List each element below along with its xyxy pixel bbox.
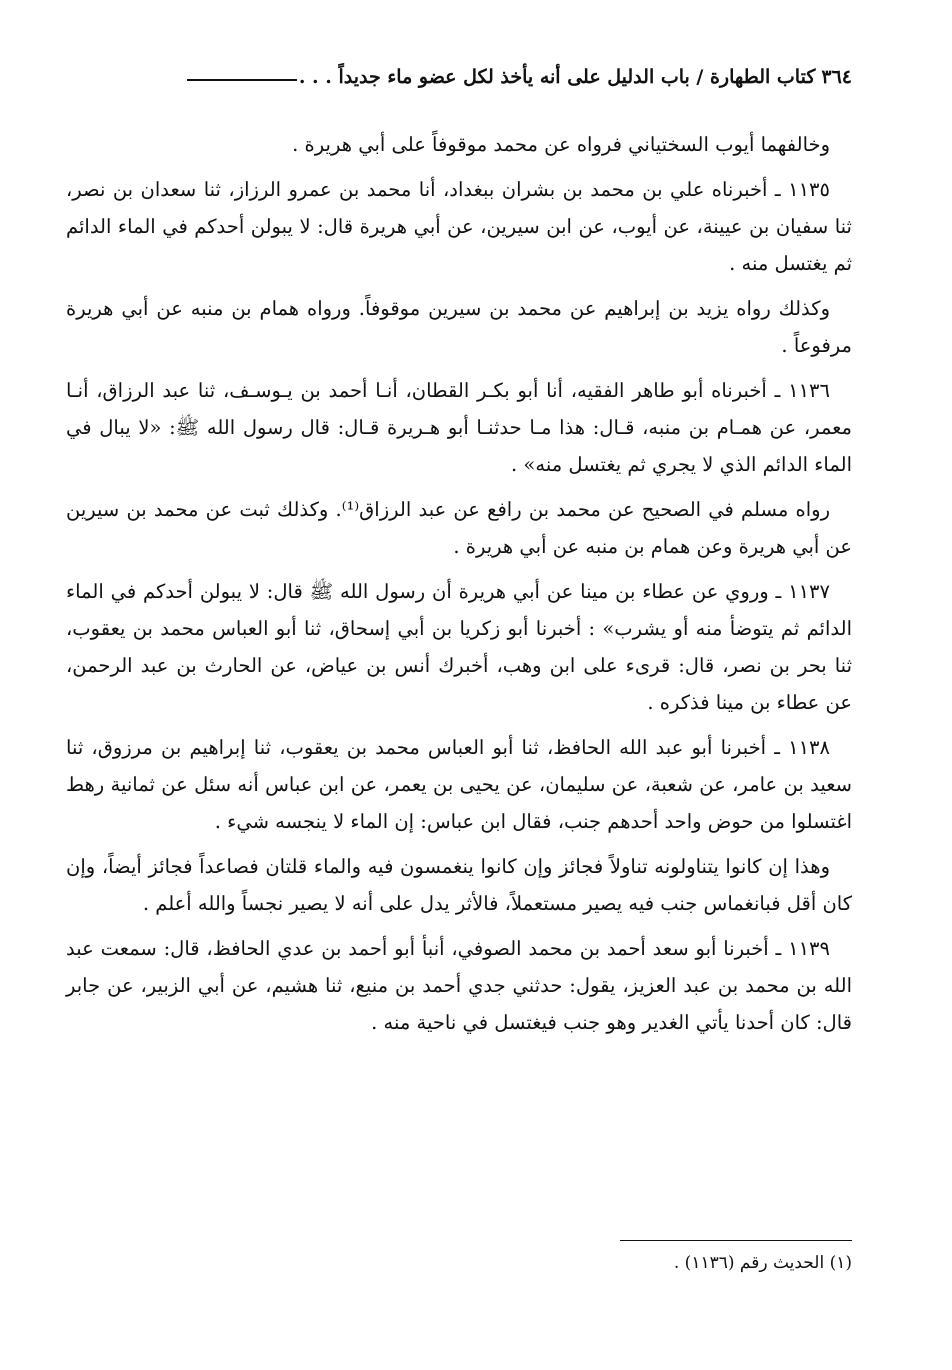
paragraph-text: ١١٣٧ ـ وروي عن عطاء بن مينا عن أبي هريرة أن رسول الله ﷺ قال: لا يبولن أحدكم في الماء الدائم ثم يتوضأ منه أو يشرب» : أخبرنا أبو زكريا بن أبي إسحاق، ثنا أبو العباس محمد بن يعقوب، ثنا بحر بن نصر، قال: قرىء على ابن وهب، أخبرك أنس بن عياض، عن الحارث بن عبد الرحمن، عن عطاء بن مينا فذكره . — [66, 580, 852, 714]
paragraph — [66, 290, 852, 364]
paragraph-text: وخالفهما أيوب السختياني فرواه عن محمد موقوفاً على أبي هريرة . — [292, 133, 830, 156]
paragraph — [66, 491, 852, 565]
paragraph-text: ١١٣٥ ـ أخبرناه علي بن محمد بن بشران ببغداد، أنا محمد بن عمرو الرزاز، ثنا سعدان بن نصر، ثنا سفيان بن عيينة، عن أيوب، عن ابن سيرين، عن أبي هريرة قال: لا يبولن أحدكم في الماء الدائم ثم يغتسل منه . — [66, 178, 852, 275]
paragraph — [66, 171, 852, 282]
paragraph — [66, 573, 852, 721]
header-rule — [187, 79, 297, 81]
main-text — [66, 126, 852, 1049]
footnote-divider — [620, 1240, 852, 1241]
paragraph — [66, 372, 852, 483]
paragraph-text: وهذا إن كانوا يتناولونه تناولاً فجائز وإن كانوا ينغمسون فيه والماء قلتان فصاعداً فجائز أيضاً، وإن كان أقل فبانغماس جنب فيه يصير مستعملاً، فالأثر يدل على أنه لا يصير نجساً والله أعلم . — [66, 855, 852, 915]
paragraph-text: رواه مسلم في الصحيح عن محمد بن رافع عن عبد الرزاق⁽¹⁾. وكذلك ثبت عن محمد بن سيرين عن أبي هريرة وعن همام بن منبه عن أبي هريرة . — [66, 498, 852, 558]
paragraph-text: وكذلك رواه يزيد بن إبراهيم عن محمد بن سيرين موقوفاً. ورواه همام بن منبه عن أبي هريرة مرفوعاً . — [66, 297, 852, 357]
paragraph — [66, 729, 852, 840]
paragraph — [66, 930, 852, 1041]
paragraph — [66, 848, 852, 922]
page-header — [66, 66, 852, 88]
footnote: (١) الحديث رقم (١١٣٦) . — [673, 1253, 852, 1273]
page-number: ٣٦٤ — [821, 66, 852, 88]
paragraph-text: ١١٣٩ ـ أخبرنا أبو سعد أحمد بن محمد الصوفي، أنبأ أبو أحمد بن عدي الحافظ، قال: سمعت عبد الله بن محمد بن عبد العزيز، يقول: حدثني جدي أحمد بن منيع، ثنا هشيم، عن أبي الزبير، عن جابر قال: كان أحدنا يأتي الغدير وهو جنب فيغتسل في ناحية منه . — [66, 937, 852, 1034]
running-title: كتاب الطهارة / باب الدليل على أنه يأخذ لكل عضو ماء جديداً . . . — [298, 66, 816, 88]
paragraph-text: ١١٣٨ ـ أخبرنا أبو عبد الله الحافظ، ثنا أبو العباس محمد بن يعقوب، ثنا إبراهيم بن مرزوق، ثنا سعيد بن عامر، عن شعبة، عن سليمان، عن يحيى بن يعمر، عن ابن عباس أنه سئل عن ثمانية رهط اغتسلوا من حوض واحد أحدهم جنب، فقال ابن عباس: إن الماء لا ينجسه شيء . — [66, 736, 852, 833]
paragraph-text: ١١٣٦ ـ أخبرناه أبو طاهر الفقيه، أنا أبو بكـر القطان، أنـا أحمد بن يـوسـف، ثنا عبد الرزاق، أنـا معمر، عن همـام بن منبه، قـال: هذا مـا حدثنـا أبو هـريرة قـال: قال رسول الله ﷺ: «لا يبال في الماء الدائم الذي لا يجري ثم يغتسل منه» . — [66, 379, 852, 476]
paragraph — [66, 126, 852, 163]
